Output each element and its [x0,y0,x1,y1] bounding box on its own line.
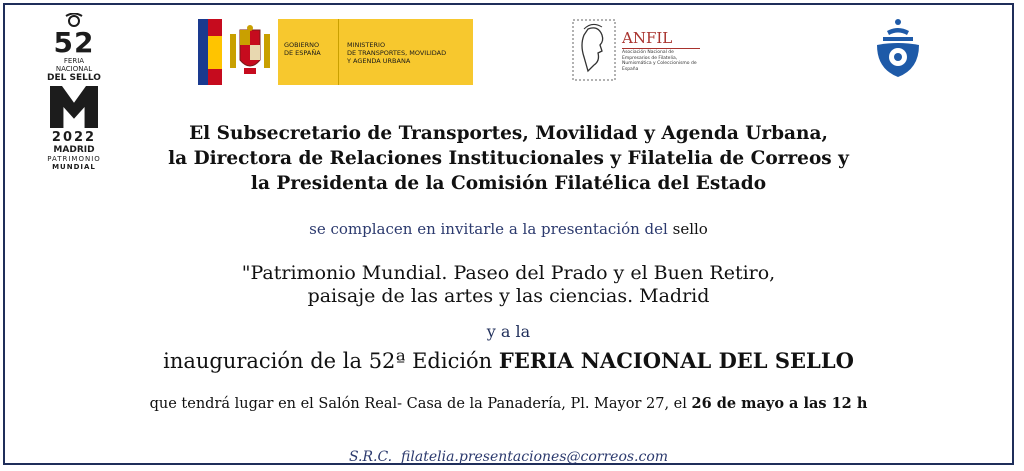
header-line-1: El Subsecretario de Transportes, Movilidad y Agenda Urbana, [189,123,828,144]
feria-number: 52 [53,26,95,59]
gobierno-label: GOBIERNO DE ESPAÑA [284,41,321,57]
feria-line1: FERIA NACIONAL [55,57,93,73]
feria-city: MADRID [53,145,95,155]
feria-sub1: PATRIMONIO [47,155,101,163]
hosts-heading [5,121,1012,196]
invite-tail: sello [672,220,708,238]
stamp-line-2: paisaje de las artes y las ciencias. Madrid [307,285,710,307]
feria-year: 2022 [51,130,97,145]
header-line-2: la Directora de Relaciones Institucionales y Filatelia de Correos y [168,148,849,169]
invite-text: se complacen en invitarle a la presentación del [309,220,668,238]
and-connector: y a la [486,322,531,341]
eu-stripe [198,19,208,85]
gobierno-text [278,19,338,85]
stamp-line-1: "Patrimonio Mundial. Paseo del Prado y el Buen Retiro, [241,262,776,284]
anfil-description: Asociación Nacional de Empresarios de Filatelia, Numismática y Coleccionismo de España [622,50,697,72]
event-date: 26 de mayo a las 12 h [691,395,868,412]
rsvp-email-link[interactable]: filatelia.presentaciones@correos.com [401,449,669,465]
invite-line [5,220,1012,238]
rsvp-line [5,449,1012,465]
invitation-card [3,3,1014,465]
anfil-portrait-icon [570,17,618,83]
anfil-logo [570,17,710,85]
gobierno-logo [198,19,473,85]
feria-sub2: MUNDIAL [52,163,96,171]
ministerio-label: MINISTERIO DE TRANSPORTES, MOVILIDAD Y AGENDA URBANA [347,41,447,65]
feria-line2: DEL SELLO [47,73,101,83]
correos-logo-icon [873,17,923,81]
post-horn-icon [63,13,85,27]
feria-title: FERIA NACIONAL DEL SELLO [498,348,854,373]
anfil-divider [622,48,700,49]
venue-line [5,395,1012,412]
inauguration-prefix: inauguración de la 52ª Edición [163,349,493,373]
anfil-name: ANFIL [622,29,673,47]
rsvp-label: S.R.C. [348,449,393,465]
inauguration-line [5,348,1012,373]
stamp-title [5,262,1012,308]
venue-text: que tendrá lugar en el Salón Real- Casa de la Panadería, Pl. Mayor 27, el [149,396,687,412]
header-line-3: la Presidenta de la Comisión Filatélica del Estado [250,173,767,194]
spain-flag-icon [208,19,222,85]
ministerio-text [338,19,473,85]
coat-of-arms-icon [222,19,278,85]
